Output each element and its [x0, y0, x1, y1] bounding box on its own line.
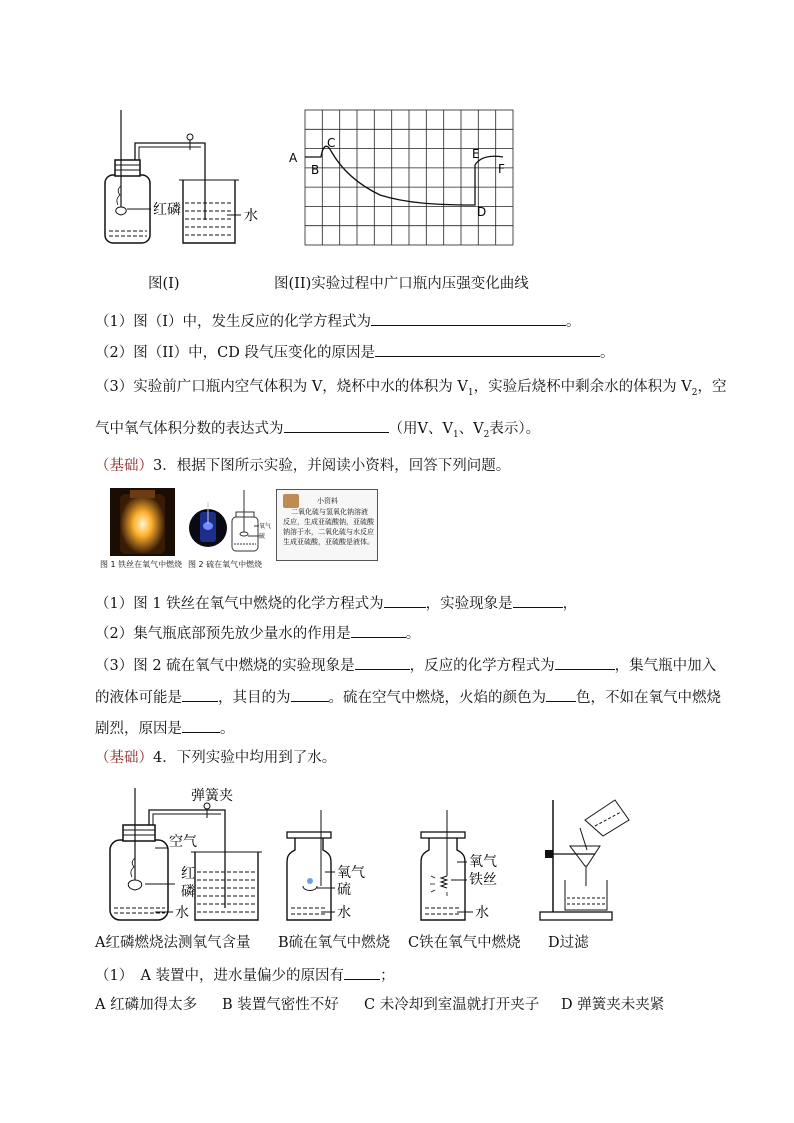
label-water-c: 水: [475, 905, 489, 921]
question-2-part-3-line-1: （3）实验前广口瓶内空气体积为 V，烧杯中水的体积为 $V_1$，实验后烧杯中剩余水的体积为 $V_2$，空: [95, 379, 727, 398]
label-sulfur-b: 硫: [337, 882, 351, 898]
apparatus-d: [540, 800, 629, 920]
apparatus-c: [421, 810, 497, 921]
figure-q4-apparatus: [95, 780, 640, 930]
book-icon: [283, 494, 299, 508]
question-4-option-b-wrap: [222, 996, 339, 1014]
info-line: 二氧化硫与氢氧化钠溶液: [291, 508, 368, 516]
point-a: A: [289, 151, 298, 165]
point-f: F: [498, 162, 505, 176]
question-3-title: （基础）3．根据下图所示实验，并阅读小资料，回答下列问题。: [95, 458, 511, 474]
image-2-label-oxygen: 氧气: [259, 523, 272, 530]
question-2-part-3-line-2: 气中氧气体积分数的表达式为 （用V、$V_1$、$V_2$表示）。: [95, 418, 540, 444]
info-line: 钠溶于水，二氧化硫与水反应: [283, 528, 374, 536]
figure-2-pressure-curve: [285, 105, 520, 250]
option-a[interactable]: A 红磷加得太多: [95, 997, 198, 1013]
info-box: [276, 489, 378, 561]
question-3-part-3-line-2: 的液体可能是 ，其目的为 。硫在空气中燃烧，火焰的颜色为 色，不如在氧气中燃烧: [95, 687, 721, 707]
answer-blank[interactable]: [344, 965, 380, 980]
figure-1-apparatus: [95, 105, 275, 255]
info-line: 反应，生成亚硫酸钠，亚硫酸: [283, 518, 374, 526]
option-c[interactable]: C 未冷却到室温就打开夹子: [364, 997, 540, 1013]
label-water-a: 水: [175, 905, 189, 921]
answer-blank[interactable]: [351, 623, 406, 638]
caption-d: D过滤: [548, 935, 589, 951]
figure-1-caption: 图(I): [148, 276, 180, 292]
label-red: 红: [181, 866, 195, 882]
answer-blank[interactable]: [546, 687, 576, 702]
label-phosphorus: 磷: [181, 884, 195, 900]
difficulty-tag: （基础）: [95, 458, 153, 474]
answer-blank[interactable]: [371, 311, 566, 326]
caption-b: B硫在氧气中燃烧: [278, 935, 391, 951]
question-4-option-d-wrap: [561, 996, 664, 1014]
question-4-title: （基础）4．下列实验中均用到了水。: [95, 750, 337, 766]
image-iron-burning-svg: [110, 488, 175, 556]
question-3-part-1: （1）图 1 铁丝在氧气中燃烧的化学方程式为 ，实验现象是 ，: [95, 593, 577, 613]
image-iron-burning: [110, 488, 175, 556]
point-c: C: [327, 136, 336, 150]
answer-blank[interactable]: [182, 718, 220, 733]
question-3-part-3-line-3: 剧烈，原因是 。: [95, 718, 235, 738]
answer-blank[interactable]: [555, 655, 615, 670]
question-3-part-2: （2）集气瓶底部预先放少量水的作用是 。: [95, 623, 420, 643]
image-2-label-sulfur: 硫: [259, 533, 266, 540]
question-4-part-1: （1） A 装置中，进水量偏少的原因有 ；: [95, 965, 395, 985]
answer-blank[interactable]: [513, 593, 563, 608]
caption-c: C铁在氧气中燃烧: [408, 935, 521, 951]
answer-blank[interactable]: [182, 687, 218, 702]
image-2-caption: 图 2 硫在氧气中燃烧: [188, 560, 263, 569]
question-4-options: [95, 996, 197, 1014]
question-2-part-1: （1）图（I）中，发生反应的化学方程式为 。: [95, 311, 580, 331]
apparatus-b: [287, 810, 365, 921]
point-d: D: [477, 205, 487, 219]
option-b[interactable]: B 装置气密性不好: [222, 997, 339, 1013]
label-clamp: 弹簧夹: [191, 788, 233, 804]
question-2-part-2: （2）图（II）中，CD 段气压变化的原因是 。: [95, 342, 615, 362]
point-b: B: [311, 163, 320, 177]
image-sulfur-burning: [188, 500, 228, 552]
label-air: 空气: [169, 834, 197, 850]
info-title: 小资料: [317, 497, 338, 505]
apparatus-a: [110, 788, 262, 921]
answer-blank[interactable]: [384, 593, 426, 608]
difficulty-tag: （基础）: [95, 750, 153, 766]
question-3-part-3-line-1: （3）图 2 硫在氧气中燃烧的实验现象是 ，反应的化学方程式为 ，集气瓶中加入: [95, 655, 716, 675]
info-line: 生成亚硫酸，亚硫酸是液体。: [283, 538, 374, 546]
label-iron-c: 铁丝: [469, 872, 497, 888]
point-e: E: [472, 147, 480, 161]
caption-a: A红磷燃烧法测氧气含量: [95, 935, 251, 951]
image-sulfur-burning-svg: [188, 500, 228, 552]
image-1-caption: 图 1 铁丝在氧气中燃烧: [100, 560, 183, 569]
question-4-option-c-wrap: [364, 996, 539, 1014]
answer-blank[interactable]: [291, 687, 329, 702]
label-oxygen-c: 氧气: [469, 854, 497, 870]
answer-blank[interactable]: [375, 342, 600, 357]
label-oxygen-b: 氧气: [337, 865, 365, 881]
figure-2-caption: 图(II)实验过程中广口瓶内压强变化曲线: [274, 276, 529, 292]
label-red-phosphorus: 红磷: [153, 202, 181, 218]
answer-blank[interactable]: [355, 655, 410, 670]
option-d[interactable]: D 弹簧夹未夹紧: [561, 997, 665, 1013]
label-water-b: 水: [337, 905, 351, 921]
label-water: 水: [244, 208, 258, 224]
answer-blank[interactable]: [284, 418, 389, 433]
image-2-diagram: [228, 490, 273, 555]
